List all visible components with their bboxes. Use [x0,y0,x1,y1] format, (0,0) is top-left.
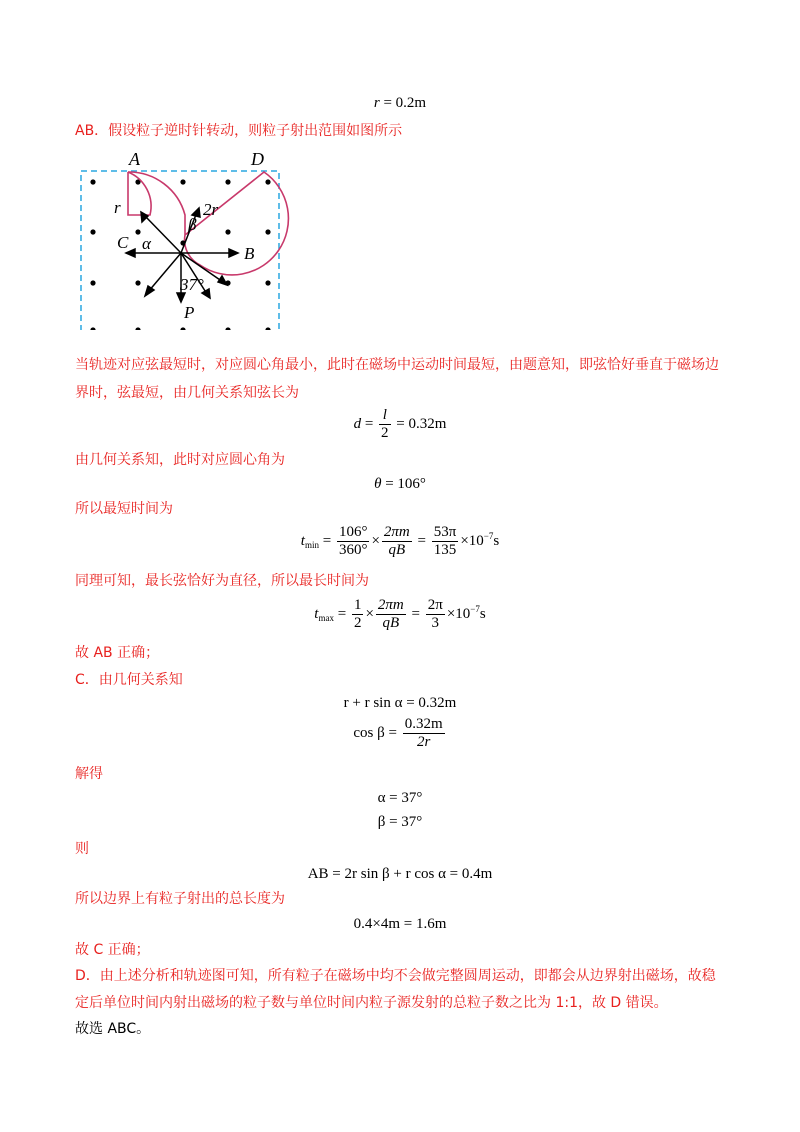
paragraph-d-1: D．由上述分析和轨迹图可知，所有粒子在磁场中均不会做完整圆周运动，即都会从边界射出磁场，故稳 [75,968,716,984]
eq-tmax-eq: = [337,605,347,622]
label-b: B [244,244,255,263]
eq-c2-lhs: cos β = [353,724,397,741]
eq-d-fraction [379,407,391,442]
eq-tmin-t: t [300,532,305,549]
equation-tmax [0,597,800,635]
paragraph-tmax: 同理可知，最长弦恰好为直径，所以最长时间为 [75,573,369,589]
eq-tmax-eq2: = [411,605,420,622]
paragraph-total: 所以边界上有粒子射出的总长度为 [75,891,285,907]
label-37-degrees: 37° [180,275,204,294]
equation-c1: r + r sin α = 0.32m [343,695,457,711]
eq-tmax-unit: s [479,605,486,622]
eq-tmax-frac-1 [352,597,364,632]
label-beta: β [188,215,197,234]
eq-theta-lhs: θ [374,476,382,492]
eq-tmin-tail: ×10 [460,532,484,549]
label-a: A [129,149,140,169]
eq-tmin-eq: = [322,532,332,549]
paragraph-chord-2: 界时，弦最短，由几何关系知弦长为 [75,385,299,401]
paragraph-ab-intro: AB．假设粒子逆时针转动，则粒子射出范围如图所示 [75,123,403,139]
eq-tmin-f1-den: 360° [338,542,368,558]
label-d: D [251,149,264,169]
label-p: P [184,303,195,322]
eq-tmin-exp: −7 [483,530,494,541]
eq-d-rhs: = 0.32m [396,415,447,432]
equation-ab-length: AB = 2r sin β + r cos α = 0.4m [307,866,493,882]
equation-tmin [0,524,800,562]
eq-tmin-f3-den: 135 [433,542,457,558]
paragraph-then: 则 [75,841,89,857]
paragraph-c-correct: 故 C 正确； [75,942,150,958]
eq-tmin-f2-den: qB [388,542,406,558]
label-alpha: α [142,234,151,253]
eq-r-lhs: r [373,95,380,111]
eq-r-rhs: = 0.2m [383,95,427,111]
eq-theta-rhs: = 106° [385,476,426,492]
paragraph-chord-1: 当轨迹对应弦最短时，对应圆心角最小，此时在磁场中运动时间最短，由题意知，即弦恰好垂直于磁场边 [75,357,719,373]
eq-tmax-exp: −7 [470,603,480,614]
paragraph-final-answer: 故选 ABC。 [75,1021,151,1037]
eq-tmin-unit: s [493,532,500,549]
eq-tmin-sub: min [304,539,319,550]
eq-tmin-f3-num: 53π [433,524,457,540]
eq-tmax-frac-2 [376,597,406,632]
label-2r: 2r [203,200,219,219]
eq-tmin-f2-num: 2πm [383,524,410,540]
eq-tmax-f2-num: 2πm [377,597,404,613]
label-c: C [117,233,129,252]
eq-tmax-f1-num: 1 [353,597,362,613]
eq-tmax-f3-num: 2π [427,597,443,613]
paragraph-angle: 由几何关系知，此时对应圆心角为 [75,452,285,468]
paragraph-tmin: 所以最短时间为 [75,501,173,517]
equation-radius [0,93,800,113]
eq-tmax-f2-den: qB [382,615,400,631]
eq-tmin-eq2: = [417,532,426,549]
equation-theta [0,474,800,494]
eq-tmax-sub: max [318,612,334,623]
eq-tmin-times: × [371,532,380,549]
paragraph-d-2: 定后单位时间内射出磁场的粒子数与单位时间内粒子源发射的总粒子数之比为 1:1，故 D 错误。 [75,995,668,1011]
paragraph-solve: 解得 [75,766,103,782]
eq-d-equals: = [364,415,374,432]
equation-chord-length [0,407,800,443]
eq-tmax-tail: ×10 [446,605,471,622]
eq-tmin-f1-num: 106° [338,524,368,540]
equation-beta: β = 37° [377,814,423,830]
eq-d-den: 2 [381,425,389,441]
eq-c2-num: 0.32m [404,716,443,732]
eq-tmax-t: t [314,605,319,622]
eq-c2-fraction [403,716,445,751]
eq-tmax-f3-den: 3 [431,615,440,631]
eq-d-num: l [379,407,391,425]
eq-d-lhs: d [353,415,362,432]
eq-tmin-frac-1 [337,524,370,559]
trajectory-figure [70,145,295,330]
eq-c2-den: 2r [416,734,431,750]
paragraph-c-intro: C．由几何关系知 [75,672,183,688]
paragraph-ab-correct: 故 AB 正确； [75,645,160,661]
label-r: r [114,198,121,217]
eq-tmax-f1-den: 2 [353,615,362,631]
equation-total: 0.4×4m = 1.6m [353,916,447,932]
eq-tmax-times: × [365,605,374,622]
eq-tmin-frac-3 [432,524,459,559]
eq-tmin-frac-2 [382,524,412,559]
equation-c2 [0,716,800,752]
eq-tmax-frac-3 [426,597,445,632]
equation-alpha: α = 37° [377,790,423,806]
